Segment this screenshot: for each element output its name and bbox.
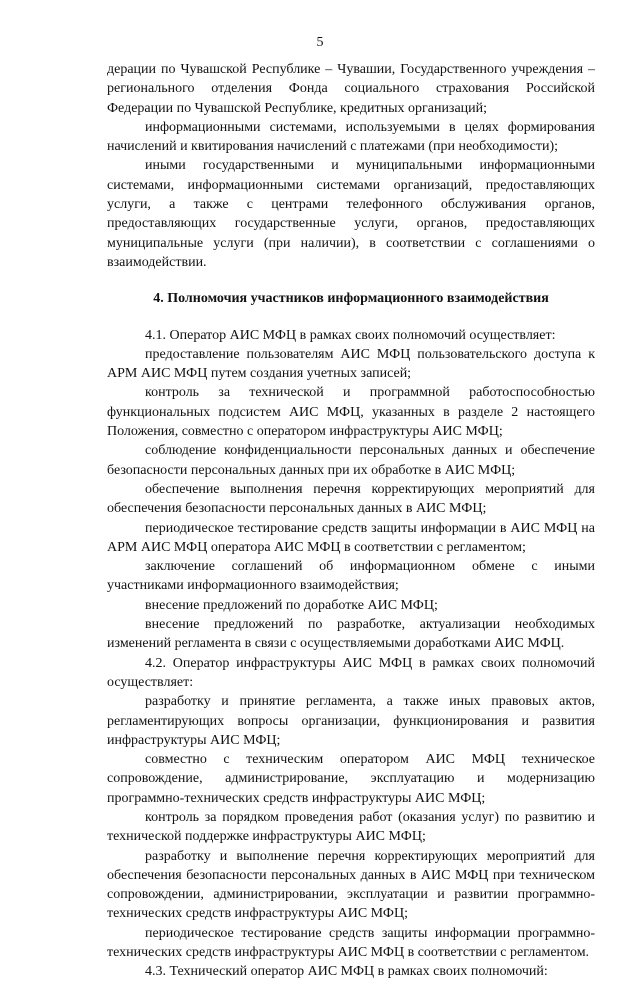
document-body	[107, 60, 595, 982]
paragraph-4-1-confidentiality: соблюдение конфиденциальности персональных данных и обеспечение безопасности персональных данных при их обработке в АИС МФЦ;	[107, 443, 595, 478]
paragraph-4-1-agreements: заключение соглашений об информационном обмене с иными участниками информационного взаимодействия;	[107, 559, 595, 594]
paragraph-federal-institutions: дерации по Чувашской Республике – Чувашии, Государственного учреждения – регионального отделения Фонда социального страхования Российской Федерации по Чувашской Республике, кредитных организаций;	[107, 62, 595, 116]
paragraph-4-1-corrective-measures: обеспечение выполнения перечня корректирующих мероприятий для обеспечения безопасности персональных данных в АИС МФЦ;	[107, 481, 595, 517]
paragraph-4-2-maintenance: совместно с техническим оператором АИС МФЦ техническое сопровождение, администрирование, эксплуатацию и модернизацию программно-технических средств инфраструктуры АИС МФЦ;	[107, 752, 595, 806]
section-heading-4: 4. Полномочия участников информационного взаимодействия	[153, 291, 549, 307]
paragraph-4-1-testing: периодическое тестирование средств защиты информации в АИС МФЦ на АРМ АИС МФЦ оператора АИС МФЦ в соответствии с регламентом;	[107, 520, 595, 555]
paragraph-4-2-corrective-measures: разработку и выполнение перечня корректирующих мероприятий для обеспечения безопасности персональных данных в АИС МФЦ при техническом сопровождении, администрировании, эксплуатации и развитии программно-технических средств инфраструктуры АИС МФЦ;	[107, 848, 595, 922]
page-number: 5	[316, 35, 324, 50]
paragraph-4-1-intro: 4.1. Оператор АИС МФЦ в рамках своих полномочий осуществляет:	[145, 327, 556, 343]
paragraph-4-2-testing: периодическое тестирование средств защиты информации программно-технических средств инфраструктуры АИС МФЦ в соответствии с регламентом.	[107, 925, 595, 961]
paragraph-4-2-intro: 4.2. Оператор инфраструктуры АИС МФЦ в рамках своих полномочий осуществляет:	[107, 655, 595, 690]
paragraph-4-1-user-access: предоставление пользователям АИС МФЦ пользовательского доступа к АРМ АИС МФЦ путем создания учетных записей;	[107, 346, 595, 382]
paragraph-info-systems-charges: информационными системами, используемыми в целях формирования начислений и квитирования начислений с платежами (при необходимости);	[107, 119, 595, 155]
paragraph-4-2-regulation: разработку и принятие регламента, а также иных правовых актов, регламентирующих вопросы организации, функционирования и развития инфраструктуры АИС МФЦ;	[107, 694, 595, 748]
paragraph-4-1-control: контроль за технической и программной работоспособностью функциональных подсистем АИС МФЦ, указанных в разделе 2 настоящего Положения, совместно с оператором инфраструктуры АИС МФЦ;	[107, 385, 595, 440]
paragraph-4-2-control: контроль за порядком проведения работ (оказания услуг) по развитию и технической поддержке инфраструктуры АИС МФЦ;	[107, 809, 595, 845]
paragraph-other-info-systems: иными государственными и муниципальными информационными системами, информационными системами организаций, предоставляющих услуги, а также с центрами телефонного обслуживания органов, предоставляющих государственные услуги, органов, предоставляющих муниципальные услуги (при наличии), в соответствии с соглашениями о взаимодействии.	[107, 158, 595, 270]
paragraph-4-1-improvement-proposals: внесение предложений по доработке АИС МФЦ;	[145, 597, 438, 613]
paragraph-4-3-intro: 4.3. Технический оператор АИС МФЦ в рамках своих полномочий:	[145, 964, 548, 980]
paragraph-4-1-regulation-proposals: внесение предложений по разработке, актуализации необходимых изменений регламента в связи с осуществляемыми доработками АИС МФЦ.	[107, 617, 595, 652]
